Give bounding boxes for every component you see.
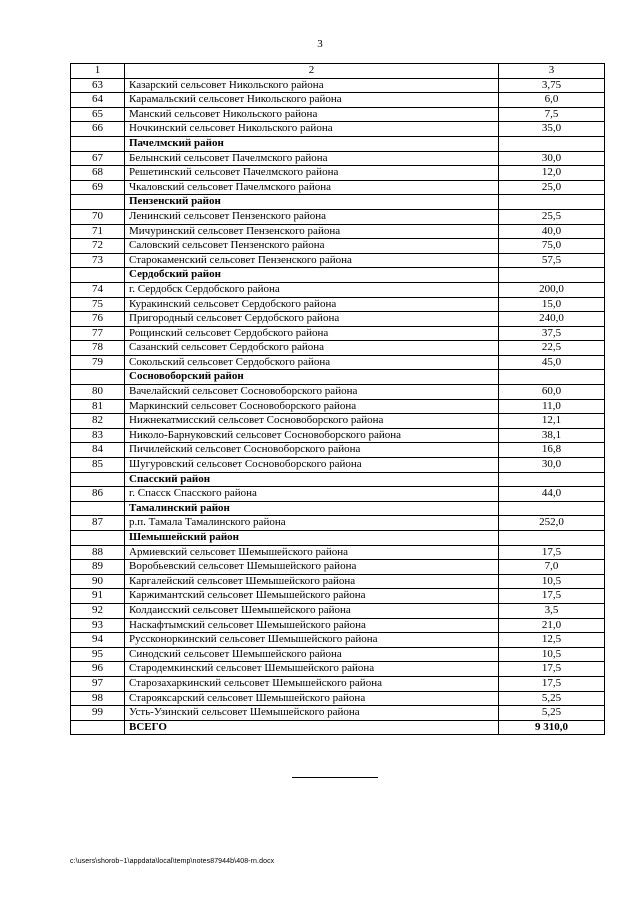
row-value: 40,0 bbox=[499, 224, 605, 239]
table-row bbox=[71, 560, 605, 575]
row-number: 78 bbox=[71, 341, 125, 356]
row-value: 5,25 bbox=[499, 706, 605, 721]
row-value: 25,5 bbox=[499, 209, 605, 224]
row-number: 90 bbox=[71, 574, 125, 589]
row-number: 97 bbox=[71, 676, 125, 691]
row-value: 15,0 bbox=[499, 297, 605, 312]
table-row bbox=[71, 224, 605, 239]
row-name: Старозахаркинский сельсовет Шемышейского района bbox=[125, 676, 499, 691]
row-number: 65 bbox=[71, 107, 125, 122]
row-name: Спасский район bbox=[125, 472, 499, 487]
row-name: Рощинский сельсовет Сердобского района bbox=[125, 326, 499, 341]
table-row bbox=[71, 458, 605, 473]
district-header-row bbox=[71, 136, 605, 151]
row-name: Тамалинский район bbox=[125, 501, 499, 516]
row-value: 30,0 bbox=[499, 458, 605, 473]
row-name: Карамальский сельсовет Никольского района bbox=[125, 93, 499, 108]
table-row bbox=[71, 589, 605, 604]
row-name: Ночкинский сельсовет Никольского района bbox=[125, 122, 499, 137]
table-row bbox=[71, 93, 605, 108]
row-number: 81 bbox=[71, 399, 125, 414]
row-name: Пригородный сельсовет Сердобского района bbox=[125, 312, 499, 327]
row-name: Каргалейский сельсовет Шемышейского района bbox=[125, 574, 499, 589]
district-header-row bbox=[71, 370, 605, 385]
row-name: Синодский сельсовет Шемышейского района bbox=[125, 647, 499, 662]
row-value: 3,75 bbox=[499, 78, 605, 93]
row-name: Казарский сельсовет Никольского района bbox=[125, 78, 499, 93]
row-number bbox=[71, 268, 125, 283]
row-value: 17,5 bbox=[499, 589, 605, 604]
district-header-row bbox=[71, 195, 605, 210]
row-number: 75 bbox=[71, 297, 125, 312]
row-value bbox=[499, 472, 605, 487]
table-row bbox=[71, 603, 605, 618]
row-number: 77 bbox=[71, 326, 125, 341]
row-number bbox=[71, 720, 125, 735]
page-number: 3 bbox=[317, 38, 323, 50]
district-header-row bbox=[71, 501, 605, 516]
row-number: 80 bbox=[71, 385, 125, 400]
row-number: 71 bbox=[71, 224, 125, 239]
table-row bbox=[71, 618, 605, 633]
row-name: Николо-Барнуковский сельсовет Сосновоборского района bbox=[125, 428, 499, 443]
row-name: Сердобский район bbox=[125, 268, 499, 283]
table-row bbox=[71, 355, 605, 370]
row-number: 73 bbox=[71, 253, 125, 268]
signature-divider bbox=[292, 777, 378, 778]
row-value: 10,5 bbox=[499, 647, 605, 662]
row-name: Сосновоборский район bbox=[125, 370, 499, 385]
row-name: Чкаловский сельсовет Пачелмского района bbox=[125, 180, 499, 195]
table-body bbox=[71, 64, 605, 735]
row-value bbox=[499, 136, 605, 151]
row-name: Белынский сельсовет Пачелмского района bbox=[125, 151, 499, 166]
row-number: 85 bbox=[71, 458, 125, 473]
table-row bbox=[71, 574, 605, 589]
row-value: 200,0 bbox=[499, 282, 605, 297]
row-value: 7,0 bbox=[499, 560, 605, 575]
row-name: Воробьевский сельсовет Шемышейского района bbox=[125, 560, 499, 575]
row-name: Стародемкинский сельсовет Шемышейского района bbox=[125, 662, 499, 677]
table-row bbox=[71, 253, 605, 268]
row-name: Сокольский сельсовет Сердобского района bbox=[125, 355, 499, 370]
row-value: 21,0 bbox=[499, 618, 605, 633]
table-row bbox=[71, 297, 605, 312]
row-name: Колдаисский сельсовет Шемышейского района bbox=[125, 603, 499, 618]
row-name: Старокаменский сельсовет Пензенского района bbox=[125, 253, 499, 268]
header-col-1: 1 bbox=[71, 64, 125, 79]
row-number: 66 bbox=[71, 122, 125, 137]
table-row bbox=[71, 414, 605, 429]
row-value: 44,0 bbox=[499, 487, 605, 502]
file-path-footer: c:\users\shorob~1\appdata\local\temp\notes87944b\408-rn.docx bbox=[70, 858, 275, 865]
allocation-table bbox=[70, 63, 605, 735]
row-number bbox=[71, 531, 125, 546]
row-number: 96 bbox=[71, 662, 125, 677]
table-row bbox=[71, 647, 605, 662]
table-row bbox=[71, 151, 605, 166]
row-number bbox=[71, 472, 125, 487]
row-number bbox=[71, 501, 125, 516]
row-value bbox=[499, 268, 605, 283]
row-value: 60,0 bbox=[499, 385, 605, 400]
row-value: 38,1 bbox=[499, 428, 605, 443]
row-value: 37,5 bbox=[499, 326, 605, 341]
row-name: Пачелмский район bbox=[125, 136, 499, 151]
row-value: 7,5 bbox=[499, 107, 605, 122]
row-value: 5,25 bbox=[499, 691, 605, 706]
row-name: Армиевский сельсовет Шемышейского района bbox=[125, 545, 499, 560]
row-name: Старояксарский сельсовет Шемышейского района bbox=[125, 691, 499, 706]
table-row bbox=[71, 312, 605, 327]
row-name: Решетинский сельсовет Пачелмского района bbox=[125, 166, 499, 181]
row-number: 94 bbox=[71, 633, 125, 648]
table-row bbox=[71, 662, 605, 677]
row-value: 22,5 bbox=[499, 341, 605, 356]
row-value bbox=[499, 195, 605, 210]
row-name: Нижнекатмисский сельсовет Сосновоборского района bbox=[125, 414, 499, 429]
row-number bbox=[71, 136, 125, 151]
header-col-3: 3 bbox=[499, 64, 605, 79]
row-name: г. Спасск Спасского района bbox=[125, 487, 499, 502]
row-name: Шугуровский сельсовет Сосновоборского района bbox=[125, 458, 499, 473]
row-value: 17,5 bbox=[499, 676, 605, 691]
row-number: 79 bbox=[71, 355, 125, 370]
row-value bbox=[499, 370, 605, 385]
table-row bbox=[71, 239, 605, 254]
table-row bbox=[71, 209, 605, 224]
row-name: Наскафтымский сельсовет Шемышейского района bbox=[125, 618, 499, 633]
total-row bbox=[71, 720, 605, 735]
row-value: 75,0 bbox=[499, 239, 605, 254]
table-row bbox=[71, 706, 605, 721]
row-name: Пензенский район bbox=[125, 195, 499, 210]
row-value bbox=[499, 531, 605, 546]
row-value: 252,0 bbox=[499, 516, 605, 531]
row-number bbox=[71, 370, 125, 385]
row-name: Маркинский сельсовет Сосновоборского района bbox=[125, 399, 499, 414]
row-value: 25,0 bbox=[499, 180, 605, 195]
row-number bbox=[71, 195, 125, 210]
row-number: 92 bbox=[71, 603, 125, 618]
row-number: 87 bbox=[71, 516, 125, 531]
row-value: 12,5 bbox=[499, 633, 605, 648]
row-value: 35,0 bbox=[499, 122, 605, 137]
row-name: Шемышейский район bbox=[125, 531, 499, 546]
row-name: Усть-Узинский сельсовет Шемышейского района bbox=[125, 706, 499, 721]
table-header-row bbox=[71, 64, 605, 79]
table-row bbox=[71, 399, 605, 414]
table-row bbox=[71, 545, 605, 560]
table-row bbox=[71, 443, 605, 458]
row-number: 72 bbox=[71, 239, 125, 254]
row-number: 86 bbox=[71, 487, 125, 502]
row-number: 63 bbox=[71, 78, 125, 93]
district-header-row bbox=[71, 531, 605, 546]
row-value: 12,1 bbox=[499, 414, 605, 429]
table-row bbox=[71, 122, 605, 137]
row-number: 70 bbox=[71, 209, 125, 224]
table-row bbox=[71, 282, 605, 297]
row-value: 16,8 bbox=[499, 443, 605, 458]
row-value: 57,5 bbox=[499, 253, 605, 268]
row-value: 11,0 bbox=[499, 399, 605, 414]
row-name: Сазанский сельсовет Сердобского района bbox=[125, 341, 499, 356]
row-number: 89 bbox=[71, 560, 125, 575]
row-name: г. Сердобск Сердобского района bbox=[125, 282, 499, 297]
row-name: Куракинский сельсовет Сердобского района bbox=[125, 297, 499, 312]
row-number: 82 bbox=[71, 414, 125, 429]
row-number: 99 bbox=[71, 706, 125, 721]
row-number: 93 bbox=[71, 618, 125, 633]
row-value bbox=[499, 501, 605, 516]
row-value: 45,0 bbox=[499, 355, 605, 370]
row-number: 88 bbox=[71, 545, 125, 560]
table-row bbox=[71, 326, 605, 341]
row-value: 240,0 bbox=[499, 312, 605, 327]
table-row bbox=[71, 633, 605, 648]
table-row bbox=[71, 428, 605, 443]
row-number: 91 bbox=[71, 589, 125, 604]
row-number: 84 bbox=[71, 443, 125, 458]
row-value: 10,5 bbox=[499, 574, 605, 589]
table-row bbox=[71, 676, 605, 691]
row-value: 3,5 bbox=[499, 603, 605, 618]
row-number: 95 bbox=[71, 647, 125, 662]
row-number: 67 bbox=[71, 151, 125, 166]
row-name: ВСЕГО bbox=[125, 720, 499, 735]
row-name: Саловский сельсовет Пензенского района bbox=[125, 239, 499, 254]
row-value: 17,5 bbox=[499, 662, 605, 677]
row-value: 12,0 bbox=[499, 166, 605, 181]
row-value: 30,0 bbox=[499, 151, 605, 166]
table-row bbox=[71, 516, 605, 531]
table-row bbox=[71, 385, 605, 400]
row-name: Манский сельсовет Никольского района bbox=[125, 107, 499, 122]
row-number: 98 bbox=[71, 691, 125, 706]
row-value: 6,0 bbox=[499, 93, 605, 108]
table-row bbox=[71, 78, 605, 93]
row-name: Каржимантский сельсовет Шемышейского района bbox=[125, 589, 499, 604]
row-name: Вачелайский сельсовет Сосновоборского района bbox=[125, 385, 499, 400]
row-value: 9 310,0 bbox=[499, 720, 605, 735]
row-number: 76 bbox=[71, 312, 125, 327]
row-number: 74 bbox=[71, 282, 125, 297]
table-row bbox=[71, 341, 605, 356]
table-row bbox=[71, 487, 605, 502]
row-name: Руссконоркинский сельсовет Шемышейского района bbox=[125, 633, 499, 648]
row-name: Пичилейский сельсовет Сосновоборского района bbox=[125, 443, 499, 458]
table-row bbox=[71, 180, 605, 195]
row-number: 64 bbox=[71, 93, 125, 108]
table-row bbox=[71, 107, 605, 122]
row-number: 83 bbox=[71, 428, 125, 443]
table-row bbox=[71, 166, 605, 181]
header-col-2: 2 bbox=[125, 64, 499, 79]
row-name: р.п. Тамала Тамалинского района bbox=[125, 516, 499, 531]
district-header-row bbox=[71, 268, 605, 283]
row-number: 68 bbox=[71, 166, 125, 181]
row-name: Ленинский сельсовет Пензенского района bbox=[125, 209, 499, 224]
row-name: Мичуринский сельсовет Пензенского района bbox=[125, 224, 499, 239]
row-value: 17,5 bbox=[499, 545, 605, 560]
district-header-row bbox=[71, 472, 605, 487]
row-number: 69 bbox=[71, 180, 125, 195]
table-row bbox=[71, 691, 605, 706]
